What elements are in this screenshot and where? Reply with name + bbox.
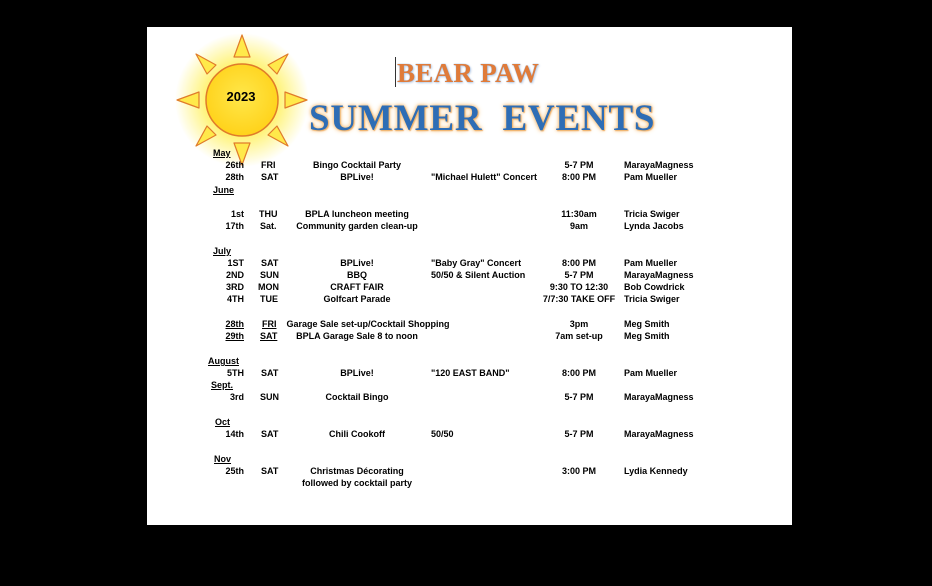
event-title: Community garden clean-up <box>296 221 418 231</box>
month-label: May <box>213 148 231 158</box>
event-title-line2: followed by cocktail party <box>301 478 413 488</box>
event-weekday: SUN <box>260 392 280 402</box>
event-contact: Pam Mueller <box>624 258 678 268</box>
event-time: 7am set-up <box>555 331 603 341</box>
event-title: BPLA Garage Sale 8 to noon <box>296 331 418 341</box>
event-title: Chili Cookoff <box>329 429 385 439</box>
event-weekday: FRI <box>262 319 277 329</box>
event-detail: 50/50 <box>431 429 454 439</box>
event-weekday: FRI <box>261 160 276 170</box>
event-title: Cocktail Bingo <box>325 392 389 402</box>
event-time: 3:00 PM <box>561 466 597 476</box>
month-label: June <box>213 185 235 195</box>
title-summer-events: SUMMER EVENTS <box>309 98 656 139</box>
event-weekday: TUE <box>260 294 278 304</box>
event-day: 26th <box>225 160 244 170</box>
event-contact: Tricia Swiger <box>624 209 680 219</box>
event-contact: Pam Mueller <box>624 368 678 378</box>
event-time: 5-7 PM <box>564 392 594 402</box>
event-contact: MarayaMagness <box>624 270 694 280</box>
event-time: 3pm <box>569 319 589 329</box>
event-contact: MarayaMagness <box>624 392 694 402</box>
event-time: 5-7 PM <box>564 270 594 280</box>
event-title: BPLA luncheon meeting <box>305 209 409 219</box>
event-title: BPLive! <box>340 368 374 378</box>
event-weekday: SAT <box>261 429 279 439</box>
event-title: BPLive! <box>340 172 374 182</box>
document-page <box>147 27 792 525</box>
event-contact: Lydia Kennedy <box>624 466 688 476</box>
event-contact: Pam Mueller <box>624 172 678 182</box>
event-day: 28th <box>225 319 244 329</box>
event-title: BBQ <box>347 270 367 280</box>
event-title: CRAFT FAIR <box>330 282 384 292</box>
event-detail: "Michael Hulett" Concert <box>431 172 538 182</box>
event-day: 4TH <box>226 294 244 304</box>
event-weekday: SAT <box>260 331 278 341</box>
event-title: Golfcart Parade <box>323 294 391 304</box>
month-label: Oct <box>215 417 231 427</box>
event-weekday: SAT <box>261 368 279 378</box>
event-contact: MarayaMagness <box>624 429 694 439</box>
event-schedule <box>147 27 792 525</box>
event-detail: "Baby Gray" Concert <box>431 258 522 268</box>
event-time: 7/7:30 TAKE OFF <box>542 294 616 304</box>
event-day: 25th <box>225 466 244 476</box>
event-day: 14th <box>225 429 244 439</box>
event-detail: "120 EAST BAND" <box>431 368 510 378</box>
event-contact: Meg Smith <box>624 331 670 341</box>
event-day: 1st <box>230 209 244 219</box>
title-bear-paw: BEAR PAW <box>397 58 540 88</box>
event-day: 1ST <box>227 258 244 268</box>
event-day: 2ND <box>225 270 244 280</box>
month-label: Nov <box>214 454 232 464</box>
event-detail: 50/50 & Silent Auction <box>431 270 526 280</box>
event-contact: MarayaMagness <box>624 160 694 170</box>
event-day: 29th <box>225 331 244 341</box>
month-label: July <box>213 246 232 256</box>
event-day: 17th <box>225 221 244 231</box>
event-time: 8:00 PM <box>561 368 597 378</box>
event-title: BPLive! <box>340 258 374 268</box>
event-day: 28th <box>225 172 244 182</box>
event-time: 5-7 PM <box>564 429 594 439</box>
event-title: Christmas Décorating <box>310 466 404 476</box>
event-day: 3RD <box>225 282 244 292</box>
month-label: August <box>208 356 239 366</box>
event-weekday: SAT <box>261 258 279 268</box>
event-time: 11:30am <box>561 209 597 219</box>
event-day: 5TH <box>226 368 244 378</box>
event-time: 5-7 PM <box>564 160 594 170</box>
event-weekday: SAT <box>261 466 279 476</box>
month-label: Sept. <box>211 380 234 390</box>
event-time: 8:00 PM <box>561 258 597 268</box>
event-weekday: SAT <box>261 172 279 182</box>
event-weekday: THU <box>259 209 278 219</box>
event-title: Bingo Cocktail Party <box>312 160 402 170</box>
year-label: 2023 <box>226 89 256 104</box>
event-weekday: SUN <box>260 270 280 280</box>
event-time: 9:30 TO 12:30 <box>549 282 609 292</box>
event-weekday: MON <box>258 282 279 292</box>
event-contact: Tricia Swiger <box>624 294 680 304</box>
event-contact: Bob Cowdrick <box>624 282 685 292</box>
event-contact: Lynda Jacobs <box>624 221 684 231</box>
event-title: Garage Sale set-up/Cocktail Shopping <box>286 319 450 329</box>
event-time: 8:00 PM <box>561 172 597 182</box>
event-weekday: Sat. <box>260 221 277 231</box>
event-time: 9am <box>569 221 589 231</box>
event-day: 3rd <box>229 392 244 402</box>
event-contact: Meg Smith <box>624 319 670 329</box>
